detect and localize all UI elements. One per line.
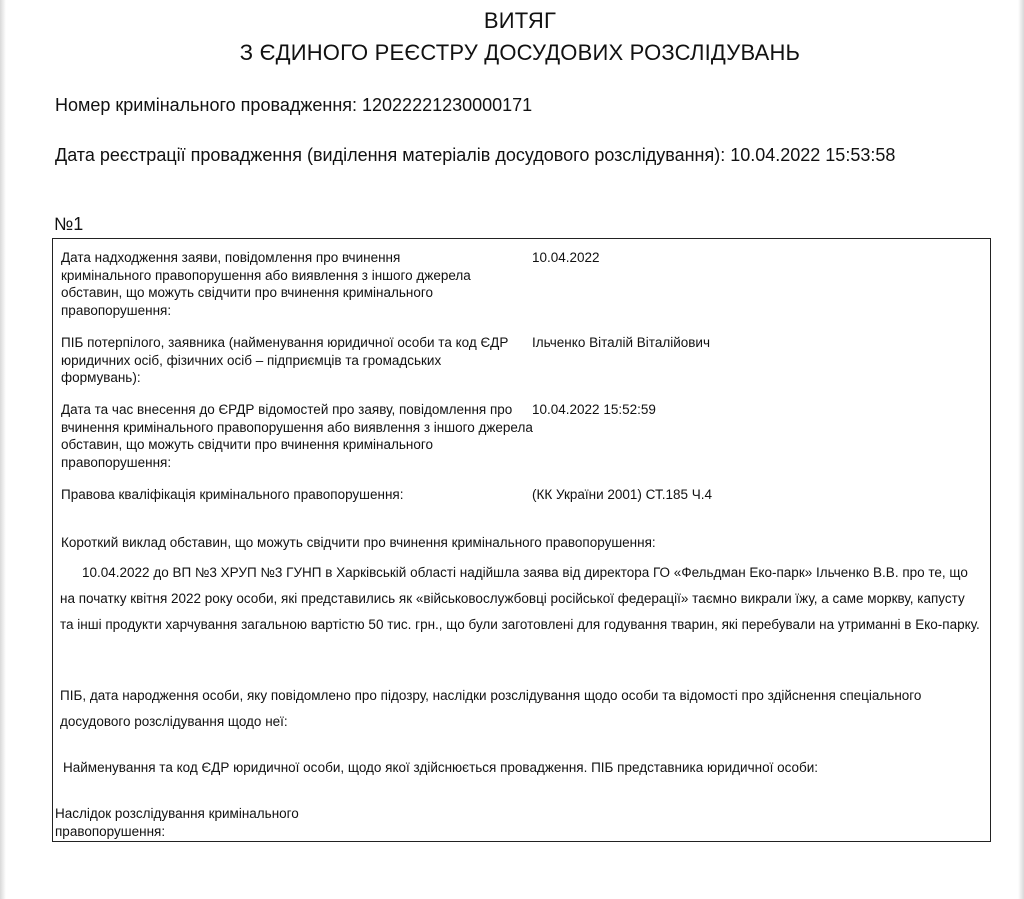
suspect-heading: ПІБ, дата народження особи, яку повідомлено про підозру, наслідки розслідування щодо особи та відомості про здійснення спеціального досудового розслідування щодо неї: <box>60 688 922 729</box>
legal-entity-heading: Найменування та код ЄДР юридичної особи, щодо якої здійснюється провадження. ПІБ представника юридичної особи: <box>63 760 819 775</box>
entry-datetime-value: 10.04.2022 15:52:59 <box>532 402 656 417</box>
document-subtitle: З ЄДИНОГО РЕЄСТРУ ДОСУДОВИХ РОЗСЛІДУВАНЬ <box>239 40 801 65</box>
application-date-label: Дата надходження заяви, повідомлення про вчинення кримінального правопорушення або виявлення з іншого джерела обставин, що можуть свідчити про вчинення кримінального правопорушення: <box>61 250 471 318</box>
investigation-result-heading: Наслідок розслідування кримінального правопорушення: <box>55 806 299 839</box>
record-number: №1 <box>54 214 84 234</box>
page-edge-right <box>1018 0 1024 899</box>
proceeding-number: Номер кримінального провадження: 12022221230000171 <box>55 95 533 115</box>
application-date-value: 10.04.2022 <box>532 250 600 265</box>
legal-qualification-label: Правова кваліфікація кримінального правопорушення: <box>61 487 404 502</box>
summary-heading: Короткий виклад обставин, що можуть свідчити про вчинення кримінального правопорушення: <box>61 535 656 550</box>
applicant-label: ПІБ потерпілого, заявника (найменування юридичної особи та код ЄДР юридичних осіб, фізичних осіб – підприємців та громадських формувань): <box>61 335 509 385</box>
document-title: ВИТЯГ <box>483 8 557 33</box>
legal-qualification-value: (КК України 2001) СТ.185 Ч.4 <box>532 487 712 502</box>
page-edge-left <box>0 0 6 899</box>
registration-date: Дата реєстрації провадження (виділення матеріалів досудового розслідування): 10.04.2022 15:53:58 <box>55 145 896 165</box>
record-box <box>52 238 991 842</box>
summary-text: 10.04.2022 до ВП №3 ХРУП №3 ГУНП в Харківській області надійшла заява від директора ГО «Фельдман Еко-парк» Ільченко В.В. про те, що на початку квітня 2022 року особи, які представились як «військовослужбовці російської федерації» таємно викрали їжу, а саме моркву, капусту та інші продукти харчування загальною вартістю 50 тис. грн., що були заготовлені для годування тварин, які перебували на утриманні в Еко-парку. <box>60 565 980 632</box>
applicant-value: Ільченко Віталій Віталійович <box>532 335 710 350</box>
entry-datetime-label: Дата та час внесення до ЄРДР відомостей про заяву, повідомлення про вчинення кримінального правопорушення або виявлення з іншого джерела обставин, що можуть свідчити про вчинення кримінального правопорушення: <box>61 402 533 470</box>
